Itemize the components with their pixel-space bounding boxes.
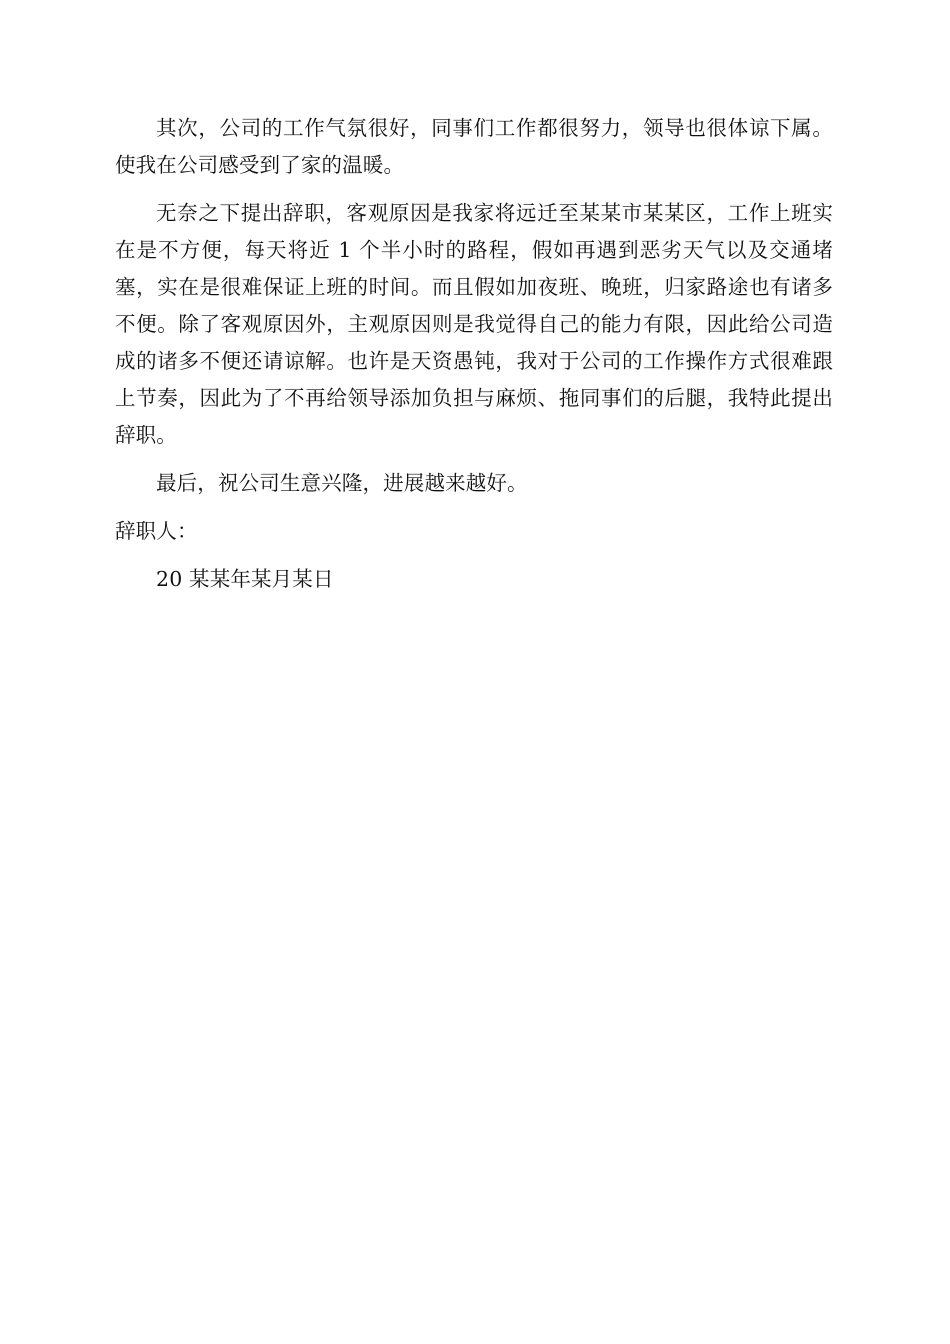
signer-label: 辞职人： [115, 519, 198, 543]
paragraph-closing-wishes: 最后，祝公司生意兴隆，进展越来越好。 [156, 471, 528, 495]
paragraph-resignation-reasons: 无奈之下提出辞职，客观原因是我家将远迁至某某市某某区，工作上班实在是不方便，每天将近 1 个半小时的路程，假如再遇到恶劣天气以及交通堵塞，实在是很难保证上班的时间。而且假如加夜班、晚班，归家路途也有诸多不便。除了客观原因外，主观原因则是我觉得自己的能力有限，因此给公司造成的诸多不便还请谅解。也许是天资愚钝，我对于公司的工作操作方式很难跟上节奏，因此为了不再给领导添加负担与麻烦、拖同事们的后腿，我特此提出辞职。 [115, 201, 833, 447]
date-line: 20 某某年某月某日 [156, 567, 334, 591]
letter-body [115, 110, 833, 598]
paragraph-work-atmosphere: 其次，公司的工作气氛很好，同事们工作都很努力，领导也很体谅下属。使我在公司感受到了家的温暖。 [115, 116, 833, 177]
